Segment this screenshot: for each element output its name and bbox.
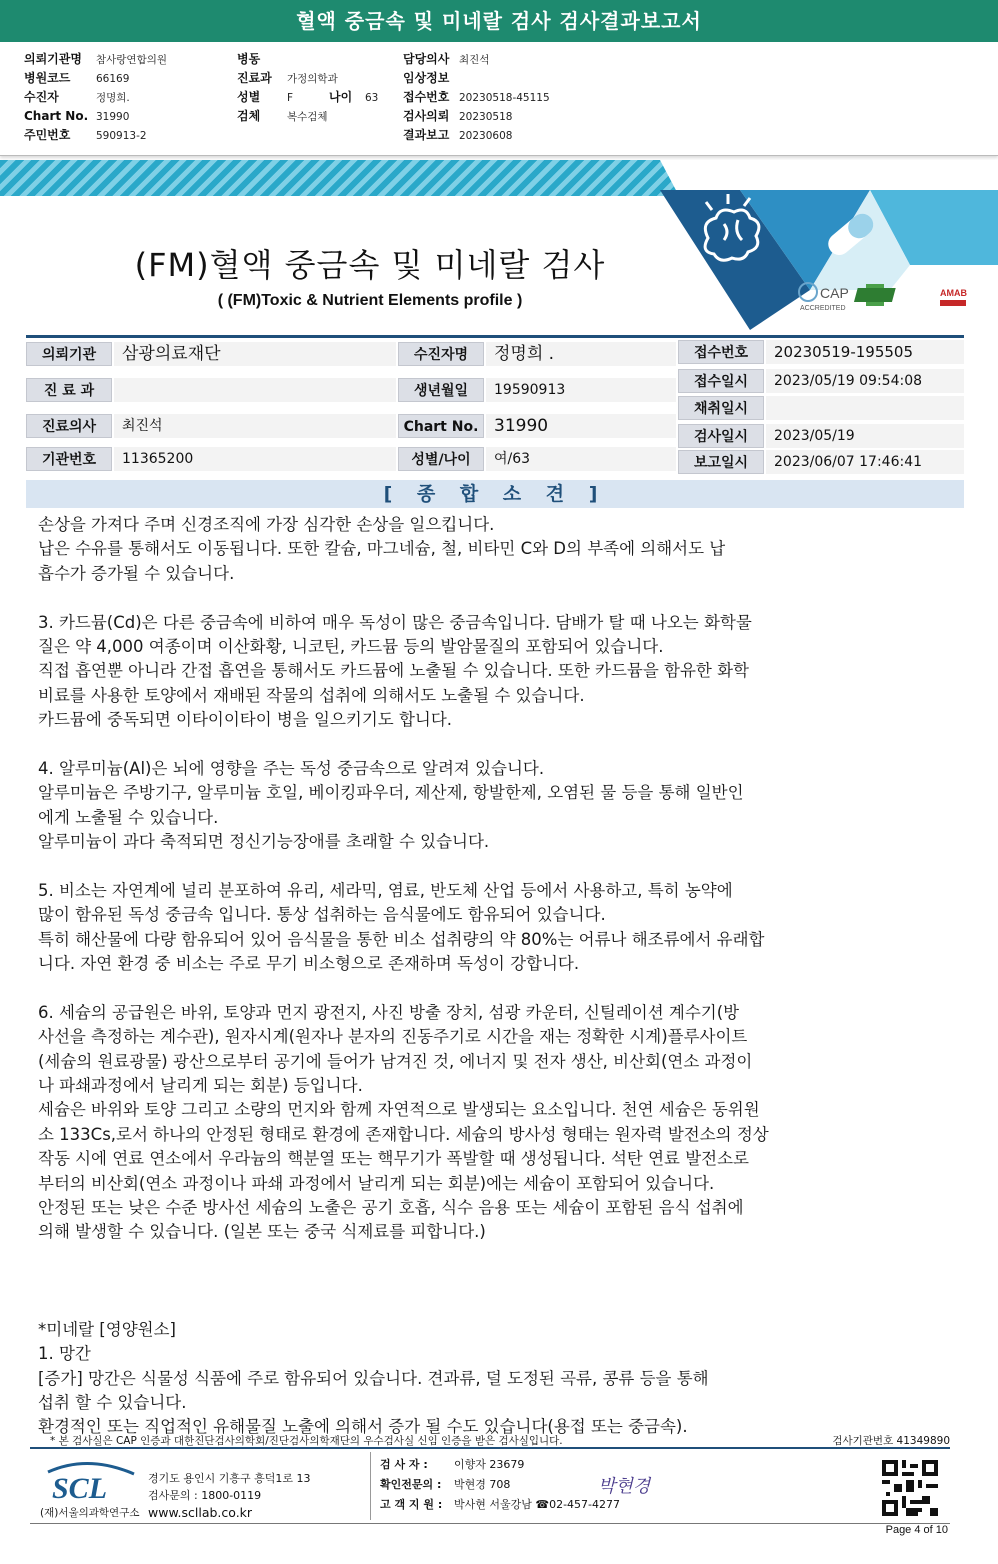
value-req-org: 참사랑연합의원 [96, 54, 168, 66]
doctor-signature: 박현경 [598, 1476, 651, 1497]
summary-line: (세슘의 원료광물) 광산으로부터 공기에 들어가 남겨진 것, 에너지 및 전자 생산, 비산회(연소 과정이 [38, 1051, 753, 1071]
label-org-no: 기관번호 [26, 447, 112, 471]
summary-line: 사선을 측정하는 계수관), 원자시계(원자나 분자의 진동주기로 시간을 재는 정확한 시계)플루사이트 [38, 1027, 748, 1047]
support-value: 박사현 서울강남 ☎02-457-4277 [454, 1498, 621, 1511]
value-specimen: 복수검체 [287, 111, 328, 123]
label-receipt-no: 접수번호 [403, 90, 450, 104]
summary-line: *미네랄 [영양원소] [38, 1319, 176, 1339]
value-sex-age: 여/63 [486, 447, 676, 471]
label-test-date: 검사일시 [678, 424, 764, 448]
label-dob: 생년월일 [398, 378, 484, 402]
label-doctor-2: 진료의사 [26, 414, 112, 438]
tester-value: 이향자 23679 [454, 1458, 525, 1471]
report-title: (FM)혈액 중금속 및 미네랄 검사 [134, 246, 606, 284]
value-receipt-no-2: 20230519-195505 [766, 340, 964, 364]
value-doctor-2: 최진석 [114, 414, 396, 438]
value-result-date: 20230608 [459, 130, 513, 142]
banner-title: 혈액 중금속 및 미네랄 검사 검사결과보고서 [0, 0, 998, 42]
summary-line: 에게 노출될 수 있습니다. [38, 807, 219, 827]
summary-line: 알루미늄은 주방기구, 알루미늄 호일, 베이킹파우더, 제산제, 항발한제, 오염된 물 등을 통해 일반인 [38, 783, 744, 803]
summary-line: 5. 비소는 자연계에 널리 분포하여 유리, 세라믹, 염료, 반도체 산업 등에서 사용하고, 특히 농약에 [38, 880, 733, 900]
label-sex: 성별 [237, 90, 261, 104]
summary-line: 안정된 또는 낮은 수준 방사선 세슘의 노출은 공기 호흡, 식수 음용 또는 세슘이 포함된 음식 섭취에 [38, 1197, 744, 1217]
summary-line: 납은 수유를 통해서도 이동됩니다. 또한 칼슘, 마그네슘, 철, 비타민 C와 D의 부족에 의해서도 납 [38, 539, 726, 559]
scl-logo [46, 1458, 136, 1506]
summary-line [38, 854, 938, 878]
confirm-value: 박현경 708 [454, 1478, 511, 1491]
amab-logo-text: AMAB [940, 288, 967, 298]
summary-line: 섭취 할 수 있습니다. [38, 1393, 187, 1413]
header-col-3 [403, 50, 550, 145]
label-dept: 진료과 [237, 71, 272, 85]
summary-line: 흡수가 증가될 수 있습니다. [38, 563, 235, 583]
label-result-date: 결과보고 [403, 128, 450, 142]
value-org-no: 11365200 [114, 447, 396, 471]
label-chart-no: Chart No. [24, 109, 89, 123]
label-dept-2: 진 료 과 [26, 378, 112, 402]
value-report-date: 2023/06/07 17:46:41 [766, 450, 964, 474]
header-graphic [660, 160, 998, 330]
value-doctor: 최진석 [459, 54, 490, 66]
value-req-org-2: 삼광의료재단 [114, 342, 396, 366]
scl-logo-text: SCL [52, 1472, 108, 1505]
support-label: 고 객 지 원 : [380, 1498, 443, 1511]
label-patient-name: 수진자명 [398, 342, 484, 366]
value-dob: 19590913 [486, 378, 676, 402]
summary-line: 의해 발생할 수 있습니다. (일본 또는 중국 식제료를 피합니다.) [38, 1222, 486, 1242]
summary-line [38, 1294, 938, 1318]
summary-line: 6. 세슘의 공급원은 바위, 토양과 먼지 광전지, 사진 방출 장치, 섬광 카운터, 신틸레이션 계수기(방 [38, 1002, 740, 1022]
summary-line [38, 1245, 938, 1269]
label-report-date: 보고일시 [678, 450, 764, 474]
value-collect-date [766, 396, 964, 420]
summary-line: 소 133Cs,로서 하나의 안정된 형태로 환경에 존재합니다. 세슘의 방사성 형태는 원자력 발전소의 정상 [38, 1124, 769, 1144]
lab-website: www.scllab.co.kr [148, 1505, 253, 1520]
summary-line: 손상을 가져다 주며 신경조직에 가장 심각한 손상을 일으킵니다. [38, 515, 495, 534]
cap-accredited-text: ACCREDITED [800, 305, 846, 312]
report-header-info [0, 44, 998, 156]
label-request-date: 검사의뢰 [403, 109, 450, 123]
summary-line: 질은 약 4,000 여종이며 이산화황, 니코틴, 카드뮴 등의 발암물질의 포함되어 있습니다. [38, 636, 664, 656]
value-chart-no-2: 31990 [486, 414, 676, 438]
value-sex: F [287, 92, 294, 104]
summary-line [38, 976, 938, 1000]
summary-line: 나 파쇄과정에서 날리게 되는 회분) 등입니다. [38, 1075, 363, 1095]
value-dept-2 [114, 378, 396, 402]
summary-line: 많이 함유된 독성 중금속 입니다. 통상 섭취하는 음식물에도 함유되어 있습니다. [38, 905, 606, 925]
summary-line: 4. 알루미늄(Al)은 뇌에 영향을 주는 독성 중금속으로 알려져 있습니다. [38, 758, 545, 778]
summary-line: 부터의 비산회(연소 과정이나 파쇄 과정에서 날리게 되는 회분)에는 세슘이 포함되어 있습니다. [38, 1173, 715, 1193]
value-test-date: 2023/05/19 [766, 424, 964, 448]
footer-divider [30, 1447, 950, 1449]
lab-address-block [148, 1470, 311, 1521]
footer-certification [50, 1433, 950, 1448]
label-clinical-info: 임상정보 [403, 71, 450, 85]
header-col-1 [24, 50, 167, 145]
value-hospital-code: 66169 [96, 73, 130, 85]
summary-heading: [ 종 합 소 견 ] [26, 480, 964, 508]
label-ward: 병동 [237, 52, 261, 66]
summary-line: 3. 카드뮴(Cd)은 다른 중금속에 비하여 매우 독성이 많은 중금속입니다. 담배가 탈 때 나오는 화학물 [38, 612, 752, 632]
label-receipt-date: 접수일시 [678, 369, 764, 393]
label-receipt-no-2: 접수번호 [678, 340, 764, 364]
summary-line: 직접 흡연뿐 아니라 간접 흡연을 통해서도 카드뮴에 노출될 수 있습니다. 또한 카드뮴을 함유한 화학 [38, 661, 749, 681]
cap-logo-text: CAP [820, 285, 849, 301]
label-age: 나이 [329, 90, 353, 104]
label-specimen: 검체 [237, 109, 261, 123]
summary-line [38, 586, 938, 610]
value-chart-no: 31990 [96, 111, 130, 123]
epa-logo-text: EPA [898, 290, 920, 302]
footer-separator [370, 1452, 371, 1520]
certification-note: * 본 검사실은 CAP 인증과 대한진단검사의학회/진단검사의학재단의 우수검사실 신임 인증을 받은 검사실입니다. [50, 1435, 563, 1447]
value-receipt-no: 20230518-45115 [459, 92, 550, 104]
value-patient-name: 정명희 . [486, 342, 676, 366]
label-req-org-2: 의뢰기관 [26, 342, 112, 366]
epa-badge [854, 288, 920, 302]
label-id-no: 주민번호 [24, 128, 71, 142]
summary-line: 특히 해산물에 다량 함유되어 있어 음식물을 통한 비소 섭취량의 약 80%는 어류나 해조류에서 유래합 [38, 929, 765, 949]
value-id-no: 590913-2 [96, 130, 147, 142]
summary-body [38, 513, 938, 1440]
summary-line: 알루미늄이 과다 축적되면 정신기능장애를 초래할 수 있습니다. [38, 832, 490, 852]
page-number: Page 4 of 10 [885, 1524, 948, 1536]
header-col-2 [237, 50, 378, 126]
value-patient: 정명희. [96, 92, 130, 104]
summary-line [38, 733, 938, 757]
label-chart-no-2: Chart No. [398, 414, 484, 438]
lab-name: (재)서울의과학연구소 [40, 1507, 140, 1519]
summary-line: 환경적인 또는 직업적인 유해물질 노출에 의해서 증가 될 수도 있습니다(용접 또는 중금속). [38, 1417, 688, 1437]
qr-code[interactable] [882, 1460, 938, 1516]
summary-line: [증가] 망간은 식물성 식품에 주로 함유되어 있습니다. 견과류, 덜 도정된 곡류, 콩류 등을 통해 [38, 1368, 709, 1388]
label-doctor: 담당의사 [403, 52, 450, 66]
value-age: 63 [365, 92, 379, 104]
label-sex-age: 성별/나이 [398, 447, 484, 471]
summary-line: 1. 망간 [38, 1344, 91, 1364]
label-hospital-code: 병원코드 [24, 71, 71, 85]
report-subtitle: ( (FM)Toxic & Nutrient Elements profile ) [217, 292, 523, 309]
lab-contacts [380, 1455, 620, 1515]
label-req-org: 의뢰기관명 [24, 52, 82, 66]
lab-address: 경기도 용인시 기흥구 흥덕1로 13 [148, 1472, 311, 1485]
lab-org-number: 검사기관번호 41349890 [832, 1435, 950, 1447]
summary-line: 카드뮴에 중독되면 이타이이타이 병을 일으키기도 합니다. [38, 710, 453, 730]
value-receipt-date: 2023/05/19 09:54:08 [766, 369, 964, 393]
page-divider [30, 1523, 950, 1524]
tester-label: 검 사 자 : [380, 1458, 428, 1471]
summary-line: 니다. 자연 환경 중 비소는 주로 무기 비소형으로 존재하며 독성이 강합니다. [38, 954, 580, 974]
amab-badge [940, 288, 967, 306]
summary-line: 비료를 사용한 토양에서 재배된 작물의 섭취에 의해서도 노출될 수 있습니다. [38, 685, 585, 705]
summary-line: 작동 시에 연료 연소에서 우라늄의 핵분열 또는 핵무기가 폭발할 때 생성됩니다. 석탄 연료 발전소로 [38, 1149, 749, 1169]
value-request-date: 20230518 [459, 111, 513, 123]
patient-info-table [26, 335, 964, 471]
confirm-label: 확인전문의 : [380, 1478, 442, 1491]
label-patient: 수진자 [24, 90, 59, 104]
lab-phone: 검사문의 : 1800-0119 [148, 1489, 262, 1502]
value-dept: 가정의학과 [287, 73, 338, 85]
summary-line: 세슘은 바위와 토양 그리고 소량의 먼지와 함께 자연적으로 발생되는 요소입니다. 천연 세슘은 동위원 [38, 1100, 760, 1120]
summary-line [38, 1269, 938, 1293]
label-collect-date: 채취일시 [678, 396, 764, 420]
